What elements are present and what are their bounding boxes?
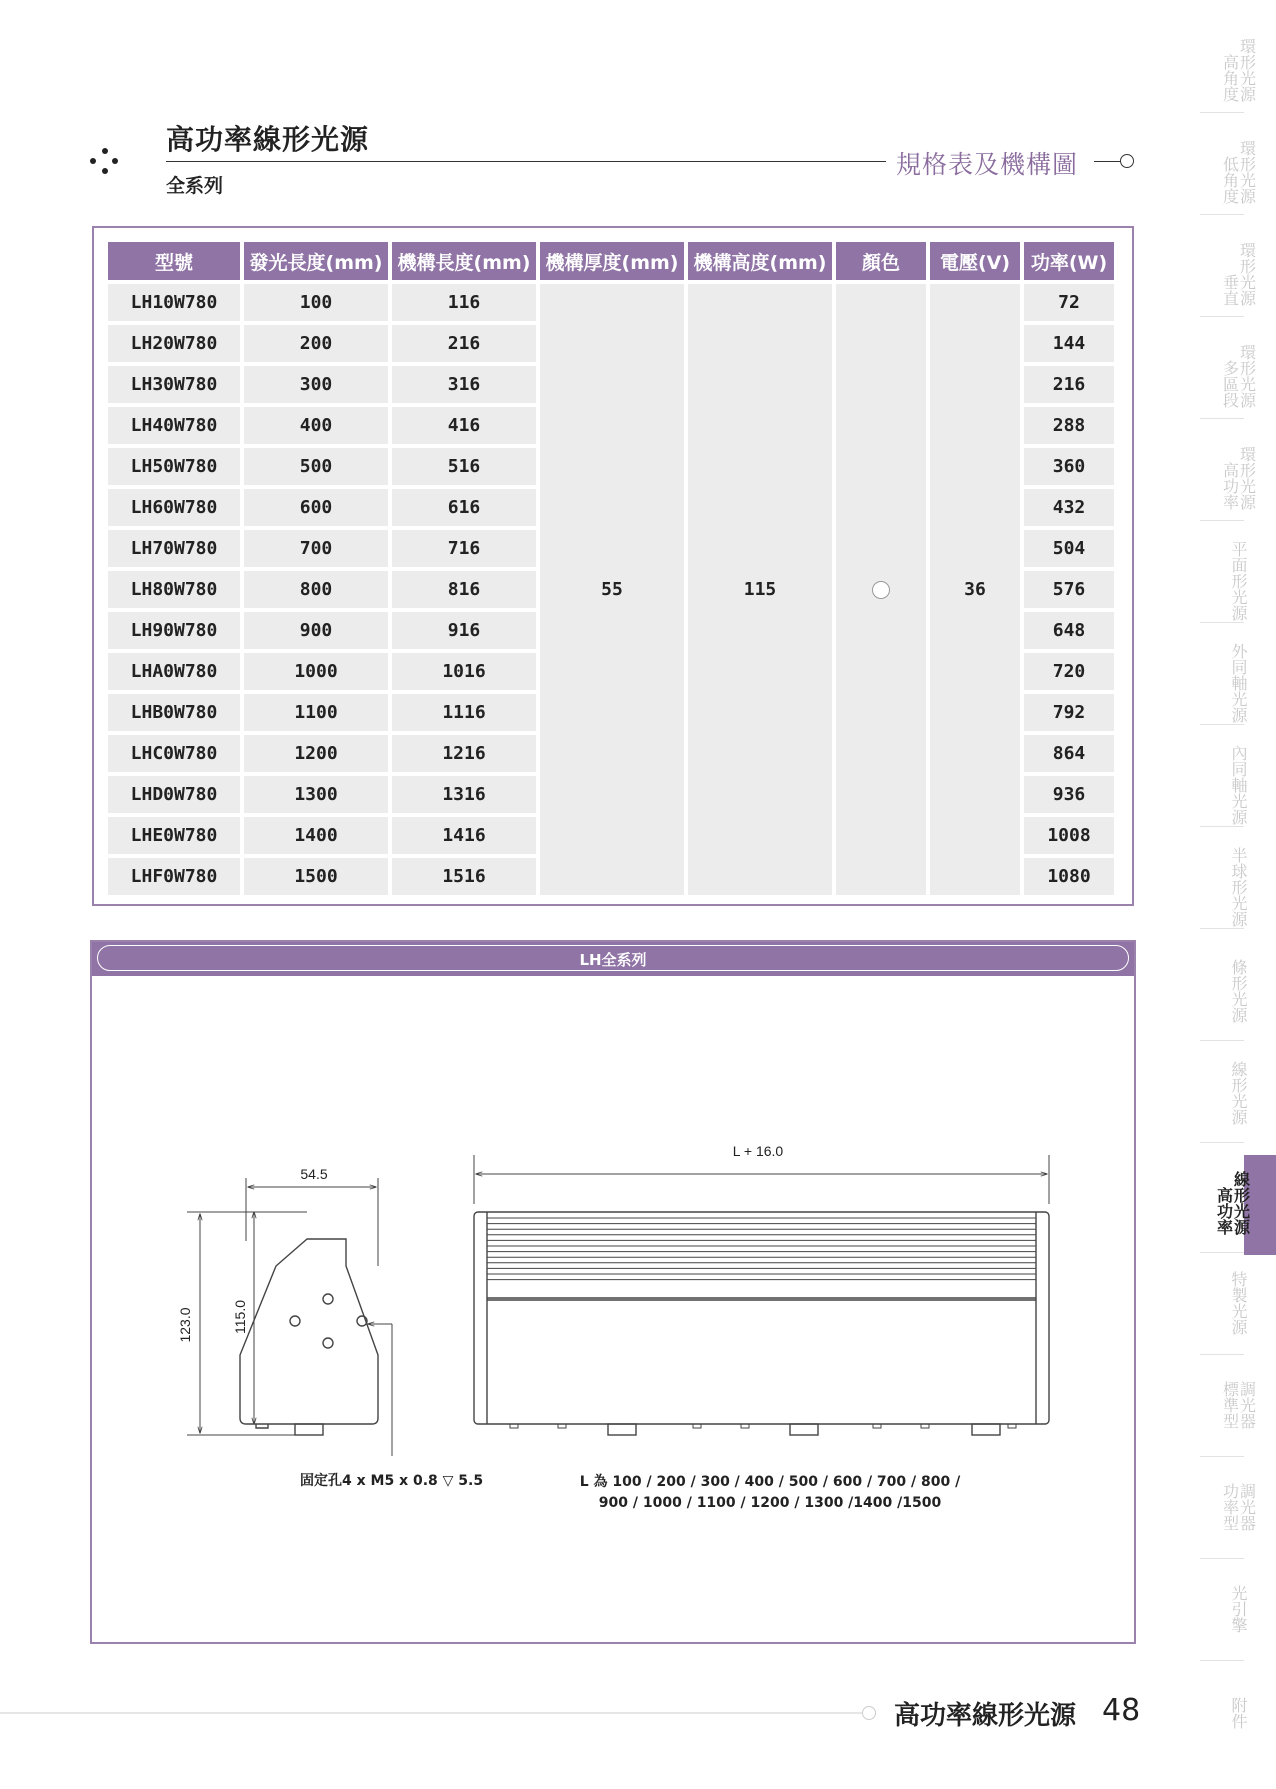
- nav-item-label: 調光器: [1237, 1483, 1257, 1531]
- nav-item-label: 環形光源: [1237, 38, 1257, 102]
- col-header-height: 機構高度(mm): [688, 242, 832, 280]
- white-circle-icon: [872, 581, 890, 599]
- cell-model: LH40W780: [108, 407, 240, 444]
- length-note-line-2: 900 / 1000 / 1100 / 1200 / 1300 /1400 /1500: [598, 1495, 942, 1511]
- nav-item-2[interactable]: [1200, 242, 1276, 306]
- spec-table: [104, 238, 1118, 899]
- col-header-model: 型號: [108, 242, 240, 280]
- side-view: [187, 1178, 392, 1456]
- section-divider: [1094, 161, 1122, 162]
- cell-body-length: 716: [392, 530, 536, 567]
- nav-item-label: 調光器: [1237, 1381, 1257, 1429]
- nav-item-label: 高角度: [1220, 54, 1240, 102]
- nav-item-5[interactable]: [1200, 541, 1276, 621]
- cell-model: LHF0W780: [108, 858, 240, 895]
- nav-item-label: 低角度: [1220, 156, 1240, 204]
- cell-model: LH70W780: [108, 530, 240, 567]
- nav-separator: [1200, 1558, 1244, 1559]
- cell-body-length: 616: [392, 489, 536, 526]
- logo-dots-icon: [90, 148, 120, 178]
- section-end-icon: [1120, 154, 1134, 168]
- col-header-body-length: 機構長度(mm): [392, 242, 536, 280]
- nav-item-label: 光引擎: [1229, 1585, 1248, 1633]
- cell-color: [836, 284, 926, 895]
- cell-body-length: 1516: [392, 858, 536, 895]
- table-row: [108, 284, 1114, 321]
- nav-separator: [1200, 1252, 1244, 1253]
- nav-item-label: 環形光源: [1237, 140, 1257, 204]
- footer-title: 高功率線形光源: [894, 1701, 1077, 1731]
- cell-power: 432: [1024, 489, 1114, 526]
- hole-note: 固定孔4 x M5 x 0.8 ▽ 5.5: [300, 1473, 484, 1489]
- cell-body-length: 316: [392, 366, 536, 403]
- header-divider: [166, 161, 886, 162]
- cell-height: 115: [688, 284, 832, 895]
- cell-emit-length: 400: [244, 407, 388, 444]
- cell-emit-length: 1300: [244, 776, 388, 813]
- drawing-title: LH全系列: [579, 951, 647, 969]
- cell-power: 216: [1024, 366, 1114, 403]
- cell-model: LHE0W780: [108, 817, 240, 854]
- dim-height-body-label: 115.0: [232, 1300, 248, 1334]
- cell-emit-length: 300: [244, 366, 388, 403]
- nav-item-label: 環形光源: [1237, 344, 1257, 408]
- nav-item-label: 垂直: [1220, 274, 1240, 306]
- cell-body-length: 116: [392, 284, 536, 321]
- nav-separator: [1200, 1142, 1244, 1143]
- nav-item-11[interactable]: [1200, 1171, 1264, 1235]
- dim-width-label: 54.5: [300, 1166, 328, 1182]
- col-header-color: 顏色: [836, 242, 926, 280]
- col-header-emit-length: 發光長度(mm): [244, 242, 388, 280]
- cell-emit-length: 100: [244, 284, 388, 321]
- nav-separator: [1200, 316, 1244, 317]
- nav-item-label: 平面形光源: [1229, 541, 1248, 621]
- nav-item-3[interactable]: [1200, 344, 1276, 408]
- cell-emit-length: 1000: [244, 653, 388, 690]
- nav-item-6[interactable]: [1200, 643, 1276, 723]
- nav-item-16[interactable]: [1200, 1697, 1276, 1729]
- cell-model: LH90W780: [108, 612, 240, 649]
- cell-emit-length: 200: [244, 325, 388, 362]
- cell-power: 792: [1024, 694, 1114, 731]
- cell-model: LHB0W780: [108, 694, 240, 731]
- nav-item-label: 線形光源: [1229, 1061, 1248, 1125]
- cell-power: 1008: [1024, 817, 1114, 854]
- nav-item-7[interactable]: [1200, 745, 1276, 825]
- cell-body-length: 1416: [392, 817, 536, 854]
- front-view: [474, 1155, 1049, 1435]
- cell-emit-length: 700: [244, 530, 388, 567]
- nav-separator: [1200, 826, 1244, 827]
- table-body: [108, 284, 1114, 895]
- nav-separator: [1200, 622, 1244, 623]
- nav-item-label: 附件: [1229, 1697, 1248, 1729]
- col-header-power: 功率(W): [1024, 242, 1114, 280]
- nav-item-label: 高功率: [1220, 462, 1240, 510]
- nav-item-1[interactable]: [1200, 140, 1276, 204]
- nav-item-4[interactable]: [1200, 446, 1276, 510]
- page-number: 48: [1102, 1693, 1141, 1728]
- cell-power: 936: [1024, 776, 1114, 813]
- cell-thickness: 55: [540, 284, 684, 895]
- nav-item-9[interactable]: [1200, 959, 1276, 1023]
- cell-body-length: 516: [392, 448, 536, 485]
- cell-emit-length: 1400: [244, 817, 388, 854]
- cell-body-length: 216: [392, 325, 536, 362]
- cell-emit-length: 500: [244, 448, 388, 485]
- nav-separator: [1200, 724, 1244, 725]
- nav-item-13[interactable]: [1200, 1381, 1276, 1429]
- nav-separator: [1200, 112, 1244, 113]
- col-header-voltage: 電壓(V): [930, 242, 1020, 280]
- cell-model: LH50W780: [108, 448, 240, 485]
- mechanical-drawing: [92, 976, 1134, 1636]
- nav-item-15[interactable]: [1200, 1585, 1276, 1633]
- nav-item-label: 多區段: [1220, 360, 1240, 408]
- nav-item-label: 特製光源: [1229, 1271, 1248, 1335]
- nav-item-label: 功率型: [1220, 1483, 1240, 1531]
- nav-item-12[interactable]: [1200, 1271, 1276, 1335]
- cell-power: 1080: [1024, 858, 1114, 895]
- nav-item-label: 半球形光源: [1229, 847, 1248, 927]
- cell-power: 504: [1024, 530, 1114, 567]
- cell-emit-length: 900: [244, 612, 388, 649]
- cell-body-length: 1016: [392, 653, 536, 690]
- cell-model: LH30W780: [108, 366, 240, 403]
- nav-item-10[interactable]: [1200, 1061, 1276, 1125]
- cell-model: LH10W780: [108, 284, 240, 321]
- page-subtitle: 全系列: [166, 175, 224, 197]
- cell-model: LHD0W780: [108, 776, 240, 813]
- cell-power: 864: [1024, 735, 1114, 772]
- cell-emit-length: 1500: [244, 858, 388, 895]
- cell-body-length: 416: [392, 407, 536, 444]
- cell-power: 720: [1024, 653, 1114, 690]
- cell-power: 144: [1024, 325, 1114, 362]
- cell-model: LH80W780: [108, 571, 240, 608]
- cell-power: 72: [1024, 284, 1114, 321]
- cell-power: 360: [1024, 448, 1114, 485]
- nav-separator: [1200, 1040, 1244, 1041]
- nav-item-14[interactable]: [1200, 1483, 1276, 1531]
- cell-model: LHC0W780: [108, 735, 240, 772]
- cell-body-length: 1316: [392, 776, 536, 813]
- nav-item-label: 條形光源: [1229, 959, 1248, 1023]
- cell-model: LH20W780: [108, 325, 240, 362]
- nav-separator: [1200, 1354, 1244, 1355]
- cell-model: LHA0W780: [108, 653, 240, 690]
- nav-item-label: 環形光源: [1237, 242, 1257, 306]
- footer-line: [0, 1712, 862, 1714]
- length-note-line-1: L 為 100 / 200 / 300 / 400 / 500 / 600 / 700 / 800 /: [579, 1474, 961, 1490]
- cell-emit-length: 800: [244, 571, 388, 608]
- nav-separator: [1200, 418, 1244, 419]
- cell-emit-length: 1200: [244, 735, 388, 772]
- nav-separator: [1200, 1456, 1244, 1457]
- cell-body-length: 816: [392, 571, 536, 608]
- section-title: 規格表及機構圖: [896, 150, 1079, 179]
- dim-length-label: L + 16.0: [732, 1143, 784, 1159]
- nav-separator: [1200, 520, 1244, 521]
- nav-separator: [1200, 214, 1244, 215]
- cell-power: 576: [1024, 571, 1114, 608]
- table-header-row: [108, 242, 1114, 280]
- col-header-thickness: 機構厚度(mm): [540, 242, 684, 280]
- nav-item-label: 線形光源: [1231, 1171, 1251, 1235]
- page-title: 高功率線形光源: [166, 123, 370, 156]
- cell-body-length: 1216: [392, 735, 536, 772]
- cell-model: LH60W780: [108, 489, 240, 526]
- cell-power: 288: [1024, 407, 1114, 444]
- cell-body-length: 916: [392, 612, 536, 649]
- nav-item-label: 高功率: [1214, 1187, 1234, 1235]
- nav-item-0[interactable]: [1200, 38, 1276, 102]
- nav-separator: [1200, 928, 1244, 929]
- cell-emit-length: 600: [244, 489, 388, 526]
- cell-power: 648: [1024, 612, 1114, 649]
- side-nav: [1200, 0, 1276, 1789]
- nav-item-8[interactable]: [1200, 847, 1276, 927]
- nav-item-label: 內同軸光源: [1229, 745, 1248, 825]
- nav-separator: [1200, 1660, 1244, 1661]
- nav-item-label: 外同軸光源: [1229, 643, 1248, 723]
- cell-body-length: 1116: [392, 694, 536, 731]
- nav-item-label: 標準型: [1220, 1381, 1240, 1429]
- nav-item-label: 環形光源: [1237, 446, 1257, 510]
- length-note: [520, 1472, 1020, 1514]
- dim-height-total-label: 123.0: [177, 1307, 193, 1343]
- footer-circle-icon: [862, 1706, 876, 1720]
- cell-emit-length: 1100: [244, 694, 388, 731]
- cell-voltage: 36: [930, 284, 1020, 895]
